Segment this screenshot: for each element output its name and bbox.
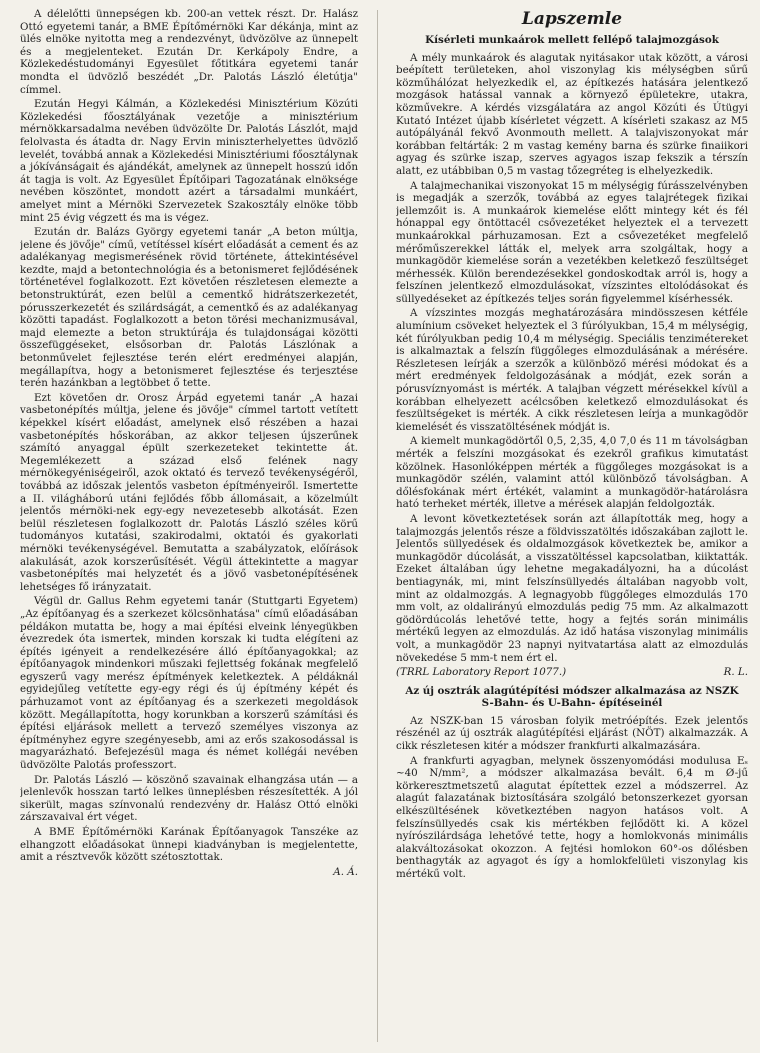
paragraph: A mély munkaárok és alagutak nyitásakor utak között, a városi beépített területeken, ahol viszonylag kis mélységben sűrű közműhálózat helyezkedik el, az építkezés hatására jelentkező mozgások hatással vannak a környező épületekre, utakra, közművekre. A kérdés vizsgálatára az angol Közúti és Útügyi Kutató Intézet újabb kísérletet végzett. A kísérleti szakasz az M5 autópályánál fekvő Avonmouth mellett. A talajviszonyokat már korábban feltárták: 2 m vastag kemény barna és szürke finaiikori agyag és szürke iszap, szerves agyagos iszap fekszik a térszín alatt, ez utábbiban 0,5 m vastag tőzegréteg is elhelyezkedik. — [396, 51, 748, 177]
left-column — [20, 8, 358, 1046]
paragraph: A levont következtetések során azt állapították meg, hogy a talajmozgás jelentős része a földvisszatöltés időszakában zajlott le. Jelentős süllyedések és oldalmozgások következtek be, amikor a munkagödör dúcolását, a visszatöltéssel kapcsolatban, kiiktatták. Ezeket általában úgy lehetne megakadályozni, ha a dúcolást bentiagynák, mi, mint felszínsüllyedés általában nagyobb volt, mint az oldalmozgás. A legnagyobb függőleges elmozdulás 170 mm volt, az oldalirányú elmozdulás pedig 75 mm. Az alkalmazott gödördúcolás lehetővé tette, hogy a fejtés során minimális mértékű legyen az elmozdulás. Az idő hatása viszonylag minimális volt, a munkagödör 23 napnyi nyitvatartása alatt az elmozdulás növekedése 5 mm-t nem ért el. — [396, 512, 748, 664]
right-column — [396, 8, 748, 1048]
paragraph: Az NSZK-ban 15 városban folyik metróépítés. Ezek jelentős részénél az új osztrák alagútépítési eljárást (NÖT) alkalmazzák. A cikk részletesen kitér a módszer frankfurti alkalmazására. — [396, 714, 748, 753]
paragraph: Ezután Hegyi Kálmán, a Közlekedési Minisztérium Közúti Közlekedési főosztályának vezetője a minisztérium mérnökkarsadalma nevében üdvözölte Dr. Palotás Lászlót, majd felolvasta és átadta dr. Nagy Ervin miniszterhelyettes üdvözlő levelét, továbbá annak a Közlekedési Minisztériumi főosztálynak a jókívánságait és ajándékát, amelynek az ünnepelt hosszú időn át tagja is volt. Az Egyesület Építőipari Tagozatának elnöksége nevében köszöntet, mondott azért a társadalmi munkáért, amelyet mint a Mérnöki Szervezetek Szakosztály elnöke több mint 25 évig végzett és ma is végez. — [20, 98, 358, 224]
paragraph: A kiemelt munkagödörtől 0,5, 2,35, 4,0 7,0 és 11 m távolságban mérték a felszíni mozgásokat és ezekről grafikus kimutatást közölnek. Hasonlóképpen mérték a függőleges mozgásokat is a munkagödör szélén, valamint attól különböző távolságban. A dőlésfokának mért értékét, valamint a munkagödör-határolásra ható terheket mérték, illetve a mérések alapján feldolgozták. — [396, 435, 748, 511]
article-title: Az új osztrák alagútépítési módszer alkalmazása az NSZK S-Bahn- és U-Bahn- építéseinél — [405, 684, 739, 710]
paragraph: Ezután dr. Balázs György egyetemi tanár „A beton múltja, jelene és jövője" című, vetítéssel kísért előadását a cement és az adalékanyag megismerésének rövid története, áttekintésével kezdte, majd a betontechnológia és a betonismeret fejlődésének történetével foglalkozott. Ezt követően részletesen elemezte a betonstruktúrát, ezen belül a cementkő hidrátszerkezetét, pórusszerkezetét és szilárdságát, a cementkő és az adalékanyag közötti tapadást. Foglalkozott a beton törési mechanizmusával, majd elemezte a beton struktúrája és tulajdonságai közötti összefüggéseket, elsősorban dr. Palotás Lászlónak a betonművelet fejlesztése terén elért eredményei alapján, megállapítva, hogy a betonismeret fejlesztése és terjesztése terén hazánkban a legtöbbet ő tette. — [20, 226, 358, 390]
column-divider — [377, 10, 378, 1042]
author-signature: A. Á. — [333, 865, 358, 878]
section-title: Lapszemle — [521, 9, 623, 29]
paragraph: A vízszintes mozgás meghatározására mindösszesen kétféle alumínium csöveket helyeztek el 3 fúrólyukban, 15,4 m mélységig, két fúrólyukban pedig 10,4 m mélységig. Speciális tenzimétereket is alkalmaztak a felszín függőleges elmozdulásának a mérésére. Részletesen leírják a szerzők a különböző mérési módokat és a mért eredmények feldolgozásának a módját, ezek során a pórusvíznyomást is mérték. A talajban végzett mérésekkel kívül a korábban elhelyezett acélcsőben keletkező elmozdulásokat és feszültségeket is mérték. A cikk részletesen leírja a munkagödör kiemelését és visszatöltésének módját is. — [396, 307, 748, 433]
paragraph: Ezt követően dr. Orosz Árpád egyetemi tanár „A hazai vasbetonépítés múltja, jelene és jövője" címmel tartott vetített képekkel kísért előadást, amelynek első részében a hazai vasbetonépítés hőskorában, az akkor teljesen újszerűnek számító anyaggal épült szerkezeteket tekintette át. Megemlékezett a század első felének nagy mérnökegyéniségeiről, azok oktató és tervező tevékenységéről, továbbá az időszak jelentős vasbeton építményeiről. Ismertette a II. világháború utáni fejlődés főbb állomásait, a közelmúlt jelentős mérnöki-nek egy-egy nevezetesebb alkotását. Ezen belül részletesen foglalkozott dr. Palotás László széles körű tudományos kutatási, szakirodalmi, oktatói és gyakorlati mérnöki tevékenységével. Bemutatta a szabályzatok, előírások alakulását, azok korszerűsítését. Végül áttekintette a magyar vasbetonépítés mai helyzetét és a jövő vasbetonépítésének lehetséges fő irányzatait. — [20, 391, 358, 593]
paragraph: Végül dr. Gallus Rehm egyetemi tanár (Stuttgarti Egyetem) „Az építőanyag és a szerkezet kölcsönhatása" című előadásában példákon mutatta be, hogy a mai építési elveink lényegükben évezredek óta ismertek, minden korszak ki tudta elégíteni az építés igényeit a rendelkezésére álló építőanyagokkal; az építőanyagok mindenkori műszaki fejlettség fokának megfelelő egyszerű vagy merész építmények keletkeztek. A példáknál egyidejűleg vetítette egy-egy régi és új építmény képét és párhuzamot vont az építőanyag és a szerkezeti megoldások között. Megállapította, hogy korunkban a korszerű számítási és építési eljárások mellett a tervező személyes viszonya az építményhez egyre szegényesebb, ami az erős szakosodással is magyarázható. Befejezésül maga és német kollégái nevében üdvözölte Palotás professzort. — [20, 595, 358, 772]
paragraph: Dr. Palotás László — köszönő szavainak elhangzása után — a jelenlevők hosszan tartó lelkes ünneplésben részesítették. A jól sikerült, magas színvonalú rendezvény dr. Halász Ottó elnöki zárszavaival ért véget. — [20, 773, 358, 824]
paragraph: A BME Építőmérnöki Karának Építőanyagok Tanszéke az elhangzott előadásokat ünnepi kiadványban is megjelentette, amit a résztvevők között szétosztottak. — [20, 826, 358, 864]
source-reference: (TRRL Laboratory Report 1077.) — [396, 666, 567, 679]
paragraph: A talajmechanikai viszonyokat 15 m mélységig fúrásszelvényben is megadják a szerzők, továbbá az egyes talajrétegek fizikai jellemzőit is. A munkaárok kiemelése előtt mintegy két és fél hónappal egy öntöttacél csővezetéket helyeztek el a tervezett munkaárokkal párhuzamosan. Ezt a csővezetéket megfelelő mérőműszerekkel látták el, melyek arra szolgáltak, hogy a munkagödör kiemelése során a vezetékben keletkező feszültséget mérhessék. Külön berendezésekkel gondoskodtak arról is, hogy a felszínen jelentkező elmozdulásokat, vízszintes eltolódásokat és süllyedéseket az építkezés teljes során figyelemmel kísérhessék. — [396, 179, 748, 305]
paragraph: A délelőtti ünnepségen kb. 200-an vettek részt. Dr. Halász Ottó egyetemi tanár, a BME Építőmérnöki Kar dékánja, mint az ülés elnöke nyitotta meg a rendezvényt, üdvözölve az ünnepelt és a megjelenteket. Ezután Dr. Kerkápoly Endre, a Közlekedéstudományi Egyesület főtitkára egyetemi tanár mondta el üdvözlő beszédét „Dr. Palotás László életútja" címmel. — [20, 8, 358, 96]
article-title: Kísérleti munkaárok mellett fellépő talajmozgások — [425, 34, 719, 46]
paragraph: A frankfurti agyagban, melynek összenyomódási modulusa Eₛ ~40 N/mm², a módszer alkalmazása bevált. 6,4 m Ø-jű körkeresztmetszetű alagutat építettek ezzel a módszerrel. Az alagút falazatának biztosítására szolgáló betonszerkezet gyorsan elkészültésének következtében nagyon hatásos volt. A felszínsüllyedés csak kis mértékben fejlődött ki. A közel nyírószilárdsága lehetővé tette, hogy a homlokvonás minimális alakváltozásokat okozzon. A fejtési homlokon 60°-os dőlésben benthagyták az agyagot és így a homlokfelületi viszonylag kis mértékű volt. — [396, 754, 748, 880]
article-reference-line — [396, 666, 748, 679]
author-signature: R. L. — [723, 666, 748, 679]
